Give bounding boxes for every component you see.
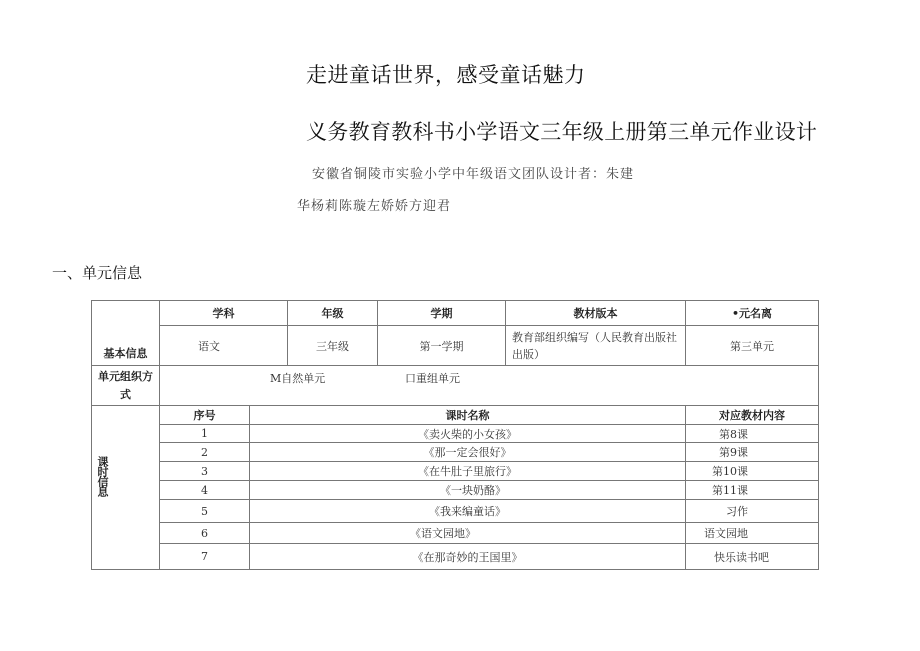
organization-options	[160, 366, 819, 406]
header-textbook-version: 教材版本	[506, 301, 686, 326]
lesson-content: 第8课	[686, 425, 819, 443]
lesson-name: 《那一定会很好》	[250, 443, 686, 462]
basic-info-label: 基本信息	[92, 301, 160, 366]
basic-info-header-row	[92, 301, 819, 326]
lesson-name: 《卖火柴的小女孩》	[250, 425, 686, 443]
lesson-number: 1	[160, 425, 250, 443]
header-textbook-content: 对应教材内容	[686, 406, 819, 425]
authors-line-1: 安徽省铜陵市实验小学中年级语文团队设计者：朱建	[312, 167, 635, 182]
value-textbook-version: 教育部组织编写（人民教育出版社出版）	[506, 326, 686, 366]
document-subtitle: 义务教育教科书小学语文三年级上册第三单元作业设计	[306, 120, 818, 144]
lesson-row	[92, 462, 819, 481]
lesson-row	[92, 425, 819, 443]
lesson-row	[92, 523, 819, 544]
lesson-name: 《一块奶酪》	[250, 481, 686, 500]
header-grade: 年级	[288, 301, 378, 326]
basic-info-value-row	[92, 326, 819, 366]
lesson-row	[92, 443, 819, 462]
document-title: 走进童话世界，感受童话魅力	[306, 63, 586, 87]
lesson-row	[92, 481, 819, 500]
value-subject: 语文	[160, 326, 288, 366]
value-semester: 第一学期	[378, 326, 506, 366]
unit-info-table	[91, 300, 819, 570]
header-semester: 学期	[378, 301, 506, 326]
lesson-number: 5	[160, 500, 250, 523]
lesson-number: 3	[160, 462, 250, 481]
lesson-content: 快乐读书吧	[686, 544, 819, 570]
lesson-content: 习作	[686, 500, 819, 523]
lesson-number: 6	[160, 523, 250, 544]
header-number: 序号	[160, 406, 250, 425]
lesson-name: 《语文园地》	[250, 523, 686, 544]
value-grade: 三年级	[288, 326, 378, 366]
option-natural-unit: M自然单元	[270, 372, 326, 385]
lesson-content: 第9课	[686, 443, 819, 462]
lesson-row	[92, 544, 819, 570]
lessons-header-row	[92, 406, 819, 425]
authors-line-2: 华杨莉陈璇左娇娇方迎君	[297, 199, 452, 214]
section-heading: 一、单元信息	[52, 264, 143, 282]
lesson-name: 《在牛肚子里旅行》	[250, 462, 686, 481]
value-unit-name: 第三单元	[686, 326, 819, 366]
lesson-name: 《我来编童话》	[250, 500, 686, 523]
lesson-name: 《在那奇妙的王国里》	[250, 544, 686, 570]
header-lesson-name: 课时名称	[250, 406, 686, 425]
lesson-row	[92, 500, 819, 523]
lesson-number: 7	[160, 544, 250, 570]
organization-row	[92, 366, 819, 406]
lesson-number: 2	[160, 443, 250, 462]
lessons-label: 课时信息	[92, 406, 160, 570]
lesson-number: 4	[160, 481, 250, 500]
lesson-content: 语文园地	[686, 523, 819, 544]
organization-label: 单元组织方式	[92, 366, 160, 406]
lesson-content: 第10课	[686, 462, 819, 481]
lesson-content: 第11课	[686, 481, 819, 500]
header-subject: 学科	[160, 301, 288, 326]
option-regrouped-unit: 口重组单元	[405, 372, 460, 385]
header-unit-name: •元名离	[686, 301, 819, 326]
